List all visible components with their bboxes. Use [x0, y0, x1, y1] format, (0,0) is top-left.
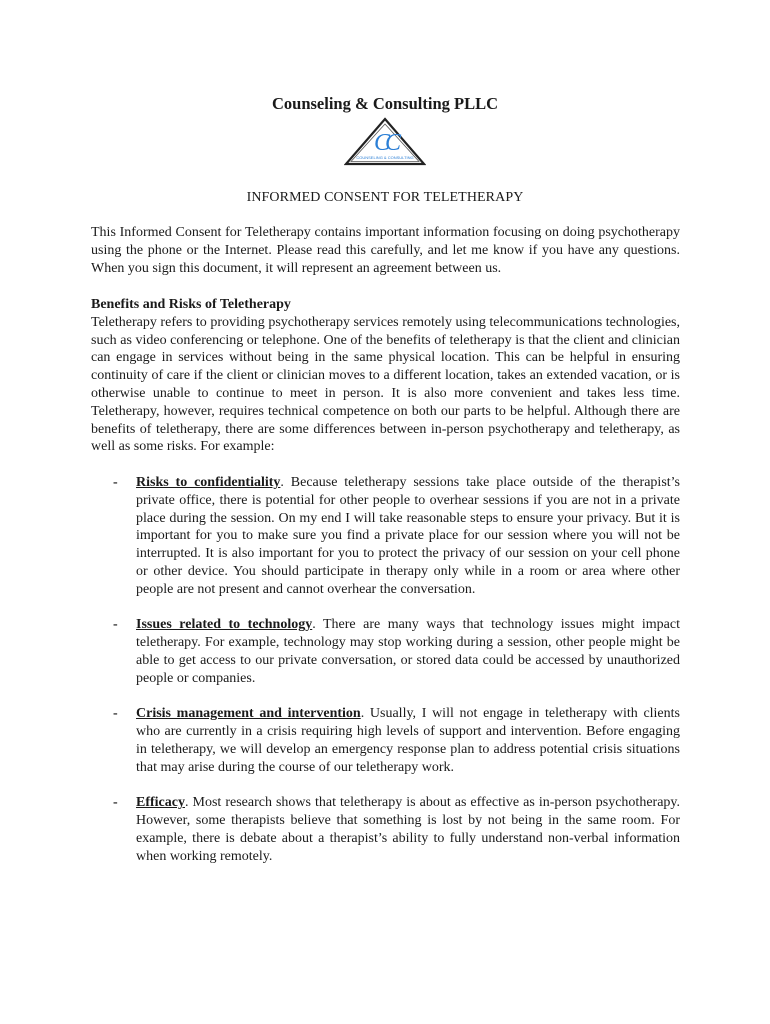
bullet-term: Risks to confidentiality [136, 475, 281, 490]
bullet-dash: - [113, 617, 118, 633]
company-logo [344, 117, 426, 167]
risk-list [91, 474, 680, 883]
bullet-text: . There are many ways that technology issues might impact teletherapy. For example, technology may stop working during a session, other people might be able to get access to our private conversation, or stored data could be accessed by unauthorized people or companies. [136, 617, 680, 686]
bullet-term: Issues related to technology [136, 617, 313, 633]
bullet-term: Efficacy [136, 795, 185, 811]
section-heading: Benefits and Risks of Teletherapy [91, 297, 291, 312]
logo-mark: CC [373, 130, 397, 156]
list-item [91, 474, 680, 599]
logo-caption: COUNSELING & CONSULTING [356, 155, 414, 160]
benefits-risks-section [91, 296, 680, 456]
intro-paragraph: This Informed Consent for Teletherapy contains important information focusing on doing psychotherapy using the phone or the Internet. Please read this carefully, and let me know if you have any questions. When you sign this document, it will represent an agreement between us. [91, 225, 680, 276]
list-item [91, 794, 680, 865]
document-title: INFORMED CONSENT FOR TELETHERAPY [246, 190, 524, 205]
bullet-dash: - [113, 475, 118, 490]
list-item [91, 705, 680, 776]
section-body: Teletherapy refers to providing psychotherapy services remotely using telecommunications technologies, such as video conferencing or telephone. One of the benefits of teletherapy is that the client and clinician can engage in services without being in the same physical location. This can be helpful in ensuring continuity of care if the client or clinician moves to a different location, takes an extended vacation, or is otherwise unable to continue to meet in person. It is also more convenient and takes less time. Teletherapy, however, requires technical competence on both our parts to be helpful. Although there are benefits of teletherapy, there are some differences between in-person psychotherapy and teletherapy, as well as some risks. For example: [91, 314, 680, 455]
company-name: Counseling & Consulting PLLC [271, 94, 498, 113]
list-item [91, 616, 680, 687]
bullet-text: . Usually, I will not engage in teletherapy with clients who are currently in a crisis requiring high levels of support and intervention. Before engaging in teletherapy, we will develop an emergency response plan to address potential crisis situations that may arise during the course of our teletherapy work. [136, 706, 680, 775]
bullet-text: . Because teletherapy sessions take place outside of the therapist’s private office, there is potential for other people to overhear sessions if you are not in a private place during the session. On my end I will take reasonable steps to ensure your privacy. But it is important for you to make sure you find a private place for our session where you will not be interrupted. It is also important for you to protect the privacy of our session on your cell phone or other device. You should participate in therapy only while in a room or area where other people are not present and cannot overhear the conversation. [136, 475, 680, 597]
bullet-dash: - [113, 706, 118, 722]
bullet-dash: - [113, 795, 118, 811]
bullet-text: . Most research shows that teletherapy is about as effective as in-person psychotherapy. However, some therapists believe that something is lost by not being in the same room. For example, there is debate about a therapist’s ability to fully understand non-verbal information when working remotely. [136, 795, 680, 864]
bullet-term: Crisis management and intervention [136, 706, 361, 722]
